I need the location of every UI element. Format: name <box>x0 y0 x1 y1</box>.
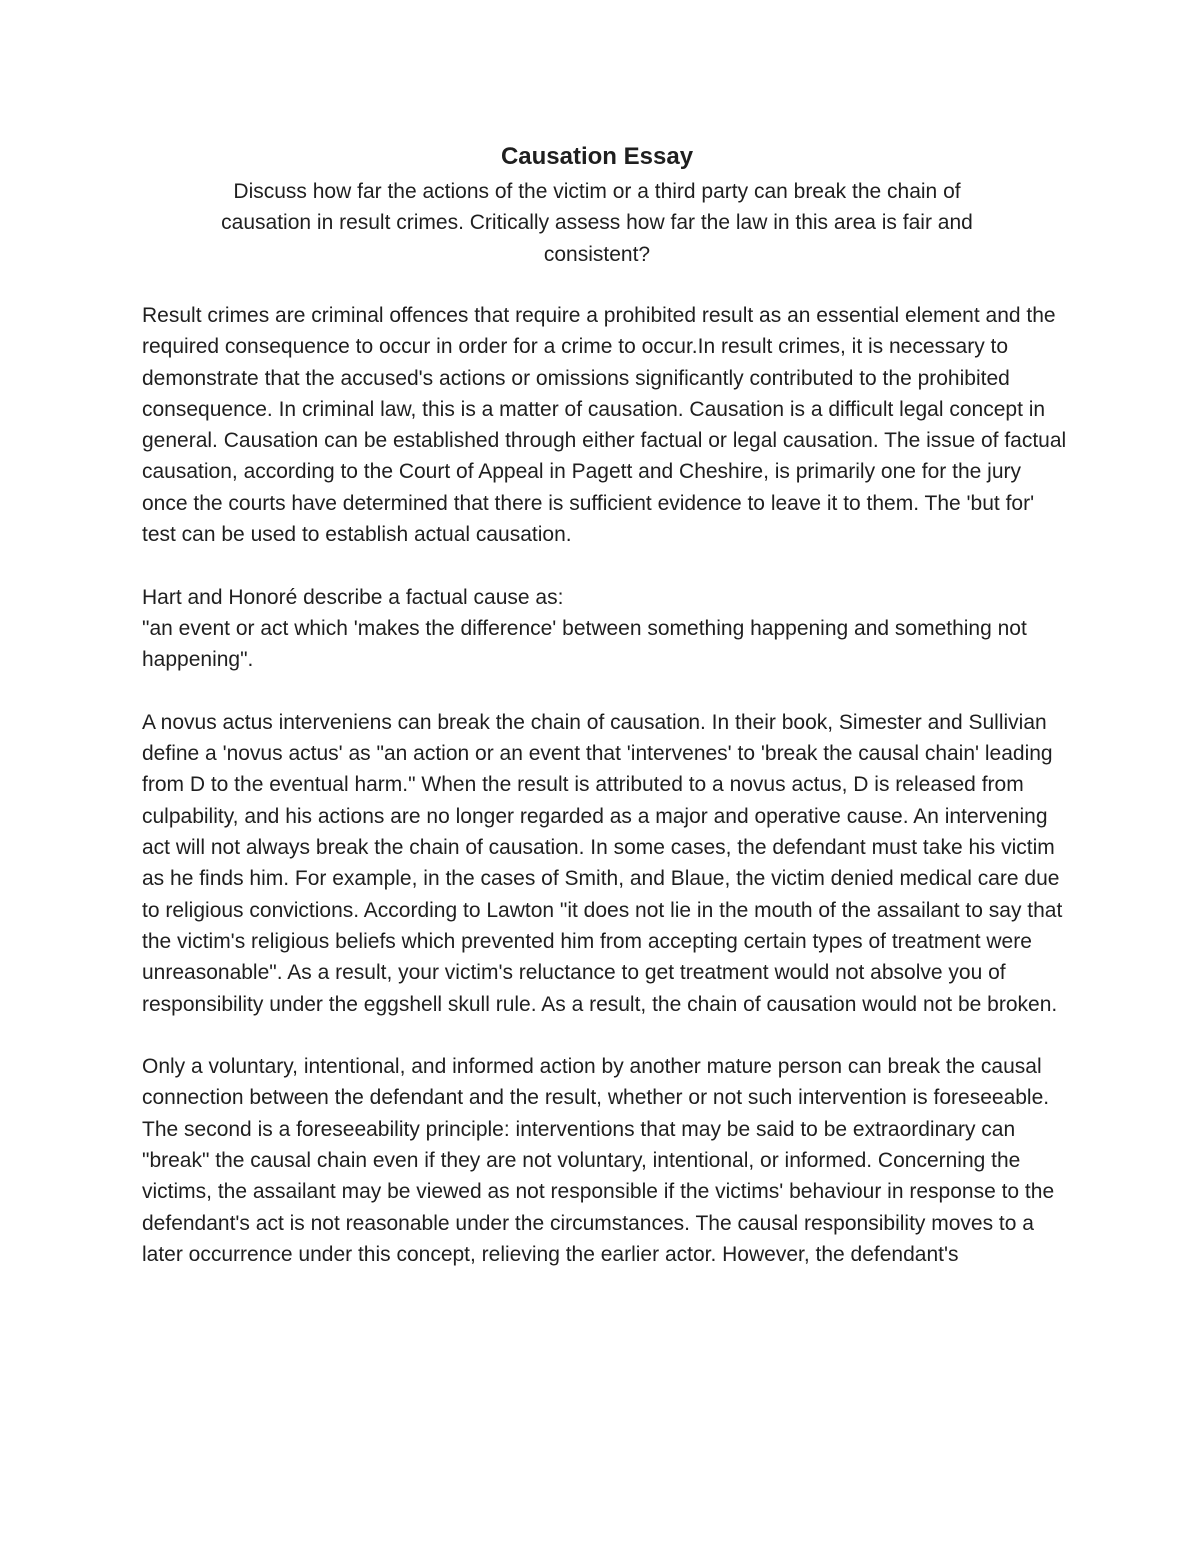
paragraph-hart-honore <box>142 582 1072 676</box>
document-title: Causation Essay <box>500 143 694 170</box>
essay-body <box>142 300 1072 1302</box>
paragraph-result-crimes: Result crimes are criminal offences that require a prohibited result as an essential element and the required consequence to occur in order for a crime to occur.In result crimes, it is necessary to demonstrate that the accused's actions or omissions significantly contributed to the prohibited consequence. In criminal law, this is a matter of causation. Causation is a difficult legal concept in general. Causation can be established through either factual or legal causation. The issue of factual causation, according to the Court of Appeal in Pagett and Cheshire, is primarily one for the jury once the courts have determined that there is sufficient evidence to leave it to them. The 'but for' test can be used to establish actual causation. <box>142 304 1067 547</box>
paragraph-voluntary-action: Only a voluntary, intentional, and informed action by another mature person can break the causal connection between the defendant and the result, whether or not such intervention is foreseeable. The second is a foreseeability principle: interventions that may be said to be extraordinary can "break" the causal chain even if they are not voluntary, intentional, or informed. Concerning the victims, the assailant may be viewed as not responsible if the victims' behaviour in response to the defendant's act is not reasonable under the circumstances. The causal responsibility moves to a later occurrence under this concept, relieving the earlier actor. However, the defendant's <box>142 1055 1055 1266</box>
quote-intro: Hart and Honoré describe a factual cause as: <box>142 585 564 609</box>
quote-text: "an event or act which 'makes the difference' between something happening and something not happening". <box>142 616 1027 672</box>
paragraph-novus-actus: A novus actus interveniens can break the chain of causation. In their book, Simester and Sullivian define a 'novus actus' as "an action or an event that 'intervenes' to 'break the causal chain' leading from D to the eventual harm." When the result is attributed to a novus actus, D is released from culpability, and his actions are no longer regarded as a major and operative cause. An intervening act will not always break the chain of causation. In some cases, the defendant must take his victim as he finds him. For example, in the cases of Smith, and Blaue, the victim denied medical care due to religious convictions. According to Lawton "it does not lie in the mouth of the assailant to say that the victim's religious beliefs which prevented him from accepting certain types of treatment were unreasonable". As a result, your victim's reluctance to get treatment would not absolve you of responsibility under the eggshell skull rule. As a result, the chain of causation would not be broken. <box>142 710 1063 1016</box>
essay-question: Discuss how far the actions of the victim or a third party can break the chain of causation in result crimes. Critically assess how far the law in this area is fair and consistent? <box>221 180 973 266</box>
